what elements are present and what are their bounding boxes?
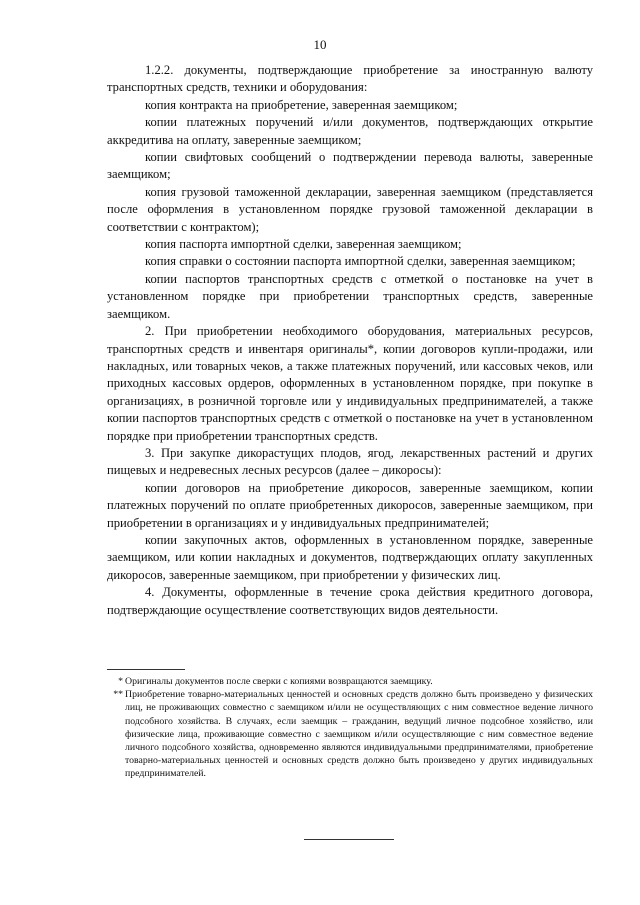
paragraph-item-4: 4. Документы, оформленные в течение срока действия кредитного договора, подтверждающие осуществление соответствующих видов деятельности. [107,585,593,617]
footnotes [107,675,593,781]
paragraph-item-3: 3. При закупке дикорастущих плодов, ягод, лекарственных растений и других пищевых и недревесных лесных ресурсов (далее – дикоросы): [107,445,593,478]
paragraph-customs-declaration: копия грузовой таможенной декларации, заверенная заемщиком (представляется после оформления в установленном порядке грузовой таможенной декларации в соответствии с контрактом); [107,184,593,234]
footnote-text: Оригиналы документов после сверки с копиями возвращаются заемщику. [125,676,433,687]
paragraph-import-passport: копия паспорта импортной сделки, заверенная заемщиком; [145,237,462,252]
bottom-separator [304,839,394,840]
paragraph-wild-contracts: копии договоров на приобретение дикоросов, заверенные заемщиком, копии платежных поручений по оплате приобретенных дикоросов, заверенные заемщиком, при приобретении в организациях и у индивидуальных предпринимателей; [107,480,593,530]
paragraph-contract-copy: копия контракта на приобретение, заверенная заемщиком; [145,97,458,112]
footnote-mark: ** [113,689,123,701]
footnote-mark: * [118,676,123,687]
paragraph-1-2-2: 1.2.2. документы, подтверждающие приобретение за иностранную валюту транспортных средств, техники и оборудования: [107,63,593,95]
footnote-separator [107,669,185,670]
paragraph-purchase-acts: копии закупочных актов, оформленных в установленном порядке, заверенные заемщиком, или копии накладных и документов, подтверждающих оплату закупленных дикоросов, заверенные заемщиком, при приобретении у физических лиц. [107,532,593,582]
footnote-text: Приобретение товарно-материальных ценностей и основных средств должно быть произведено у физических лиц, не проживающих совместно с заемщиком и/или не осуществляющих с ним совместное ведение личного подсобного хозяйства. В случаях, если заемщик – гражданин, ведущий личное подсобное хозяйство, или физические лица, проживающие совместно с заемщиком и/или осуществляющие с ним совместное ведение личного подсобного хозяйства, одновременно являются индивидуальными предпринимателями, приобретение товарно-материальных ценностей и основных средств должно быть произведено у других индивидуальных предпринимателей. [125,689,593,780]
document-body [107,62,593,619]
page-number: 10 [313,37,327,52]
paragraph-import-passport-status: копия справки о состоянии паспорта импортной сделки, заверенная заемщиком; [145,254,576,269]
paragraph-item-2: 2. При приобретении необходимого оборудования, материальных ресурсов, транспортных средств и инвентаря оригиналы*, копии договоров купли-продажи, или накладных, или товарных чеков, а также платежных поручений, или кассовых чеков, или приходных кассовых ордеров, оформленных в установленном порядке, при покупке в организациях, в розничной торговле или у индивидуальных предпринимателей, а также копии паспортов транспортных средств с отметкой о постановке на учет в установленном порядке при приобретении транспортных средств. [107,324,593,443]
paragraph-payment-orders: копии платежных поручений и/или документов, подтверждающих открытие аккредитива на оплату, заверенные заемщиком; [107,115,593,147]
footnote-1 [107,675,593,688]
paragraph-swift-messages: копии свифтовых сообщений о подтверждении перевода валюты, заверенные заемщиком; [107,150,593,182]
footnote-2 [107,688,593,780]
paragraph-vehicle-passports: копии паспортов транспортных средств с отметкой о постановке на учет в установленном порядке при приобретении транспортных средств, заверенные заемщиком. [107,271,593,321]
